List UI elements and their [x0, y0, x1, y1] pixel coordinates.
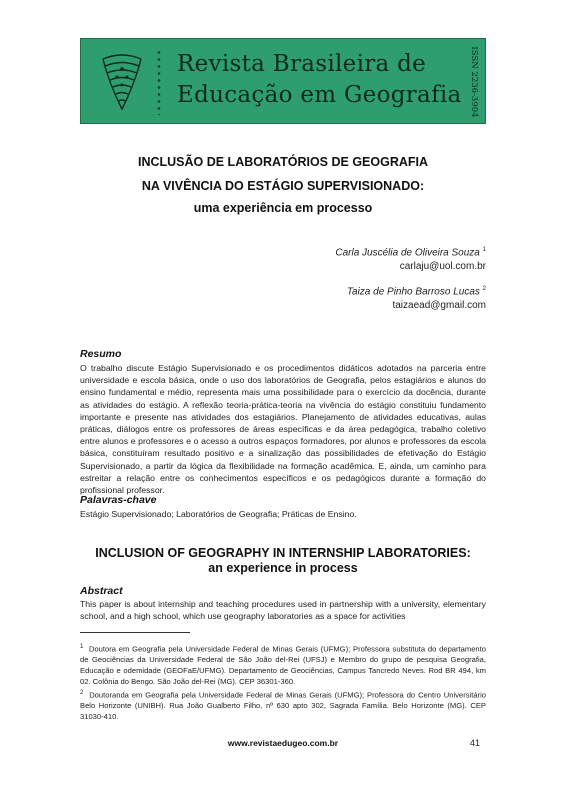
author-block-2 [347, 282, 486, 313]
abstract-text: This paper is about internship and teaching procedures used in partnership with a university, elementary school, and a high school, which use geography laboratories as a space for activities [80, 599, 486, 622]
footnote-2 [80, 688, 486, 723]
resumo-heading: Resumo [80, 348, 122, 360]
abstract-heading: Abstract [80, 585, 123, 597]
article-title-en-line2: an experience in process [208, 561, 358, 575]
keywords-text: Estágio Supervisionado; Laboratórios de Geografia; Práticas de Ensino. [80, 509, 357, 519]
issn-text: ISSN 2236-3904 [469, 46, 479, 118]
decorative-dots [157, 49, 161, 115]
footnote-mark: 1 [482, 247, 486, 253]
footnote-text: Doutoranda em Geografia pela Universidade Federal de Minas Gerais (UFMG); Professora do Centro Universitário Belo Horizonte (UNIBH). Rua João Gualberto Filho, nº 630 apto 302, Sagrada Família. Belo Horizonte (MG). CEP 31030-410. [80, 690, 486, 722]
author-name: Carla Juscélia de Oliveira Souza [335, 247, 480, 259]
footnote-mark: 1 [80, 644, 84, 650]
article-title-pt-line3: uma experiência em processo [193, 201, 373, 215]
author-block-1 [335, 243, 486, 274]
journal-title-line1: Revista Brasileira de [177, 51, 427, 77]
resumo-text: O trabalho discute Estágio Supervisionado e os procedimentos didáticos adotados na parceria entre universidade e escola básica, onde o uso dos laboratórios de Geografia, pelos estagiários e alunos do ensino fundamental e médio, representa mais uma possibilidade para o exercício da docência, durante as atividades do estágio. A reflexão teoria-prática-teoria na vivência do estágio constituiu fundamento importante e presente nas atividades dos estagiários. Planejamento de atividades educativas, aulas práticas, diálogos entre os professores de áreas específicas e da área pedagógica, trabalho coletivo entre alunos e professores e o acesso a outros espaços formadores, por alunos e professores da escola básica, constituíram resultado positivo e a sinalização das possibilidades de efetivação do Estágio Supervisionado, a partir da lógica da flexibilidade na formação acadêmica. E, ainda, um caminho para estreitar a relação entre os conhecimentos específicos e os pedagógicos durante a formação do profissional professor. [80, 363, 486, 496]
footnote-1 [80, 642, 486, 688]
website-footer[interactable]: www.revistaedugeo.com.br [227, 738, 339, 748]
journal-title [177, 49, 462, 111]
author-email[interactable]: taizaead@gmail.com [392, 300, 486, 312]
article-title-en-line1: INCLUSION OF GEOGRAPHY IN INTERNSHIP LABORATORIES: [95, 546, 471, 560]
keywords-heading: Palavras-chave [80, 494, 157, 506]
article-title-pt-line2: NA VIVÊNCIA DO ESTÁGIO SUPERVISIONADO: [141, 179, 425, 193]
page-number: 41 [470, 738, 481, 748]
journal-banner [80, 38, 486, 124]
footnote-mark: 2 [80, 690, 84, 696]
journal-logo-icon [93, 49, 151, 113]
article-title-pt-line1: INCLUSÃO DE LABORATÓRIOS DE GEOGRAFIA [137, 155, 429, 169]
footnote-mark: 2 [482, 286, 486, 292]
journal-title-line2: Educação em Geografia [177, 82, 462, 108]
author-email[interactable]: carlaju@uol.com.br [399, 261, 486, 273]
footnote-text: Doutora em Geografia pela Universidade Federal de Minas Gerais (UFMG); Professora substituta do departamento de Geociências da Universidade Federal de São João del-Rei (UFSJ) e Membro do grupo de pesquisa Geografia, Educação e odemidade (GEOFaE/UFMG). Departamento de Geociências, Campus Tancredo Neves. Rod BR 494, km 02. Colônia do Bengo. São João del-Rei (MG). CEP 36301-360. [80, 644, 486, 686]
issn-label [467, 47, 481, 117]
author-name: Taiza de Pinho Barroso Lucas [346, 286, 480, 298]
footnote-divider [80, 632, 190, 633]
